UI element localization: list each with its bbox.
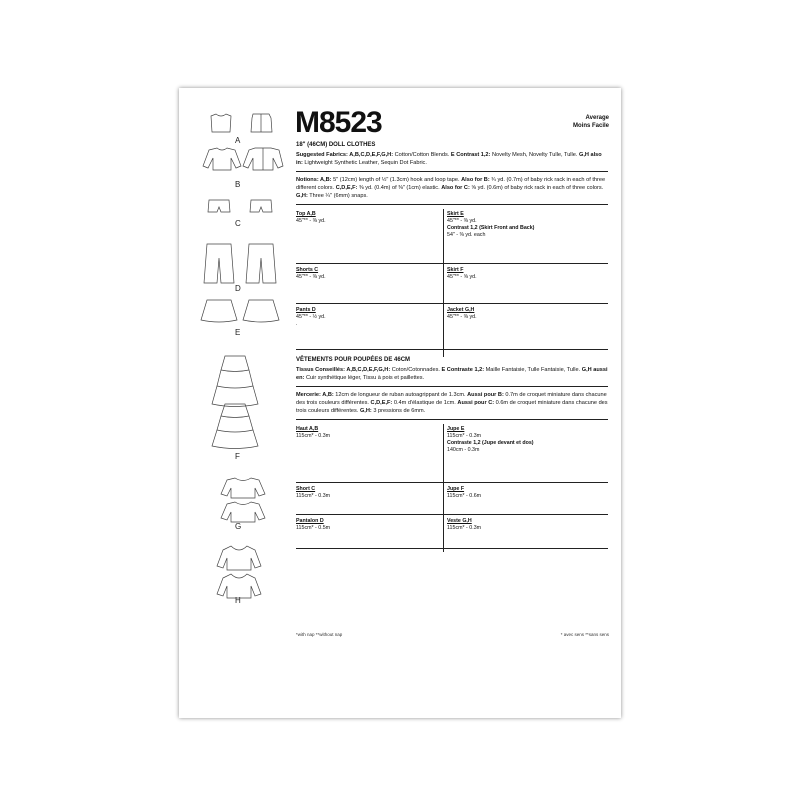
view-letter: G — [235, 522, 242, 531]
view-letter: F — [235, 452, 240, 461]
view-letter: B — [235, 180, 241, 189]
view-letter: E — [235, 328, 241, 337]
view-a-drawing — [211, 114, 272, 132]
yardage-table-fr — [296, 424, 608, 556]
view-c-drawing — [208, 200, 272, 212]
view-f-drawing — [212, 356, 258, 449]
yardage-table-en — [296, 209, 608, 357]
difficulty-fr: Moins Facile — [572, 123, 609, 129]
metrage-short-c: Short C 115cm* - 0.3m — [296, 486, 331, 499]
view-letter: A — [235, 136, 241, 145]
view-b-drawing — [203, 148, 283, 170]
difficulty-en: Average — [585, 115, 609, 121]
view-g-drawing — [221, 478, 265, 522]
pattern-back-sheet — [179, 88, 621, 718]
yardage-shorts-c: Shorts C 45"** - ⅜ yd. — [296, 267, 326, 280]
view-d-drawing — [204, 244, 276, 283]
yardage-top-ab: Top A,B 45"** - ⅜ yd. — [296, 211, 326, 224]
view-h-drawing — [217, 546, 261, 598]
tissus-conseilles: Tissus Conseillés: A,B,C,D,E,F,G,H: Coton/Cotonnades. E Contraste 1,2: Maille Fantaisie, Tulle Fantaisie, Tulle. G,H aussi en: Cuir synthétique léger, Tissu à pois et paillettes. — [296, 367, 608, 381]
divider — [296, 386, 608, 387]
metrage-veste-gh: Veste G,H 115cm* - 0.3m — [447, 518, 482, 531]
pattern-info — [296, 142, 608, 556]
view-e-drawing — [201, 300, 279, 322]
french-title: VÊTEMENTS POUR POUPÉES DE 46CM — [296, 357, 411, 363]
metrage-pantalon-d: Pantalon D 115cm* - 0.5m — [296, 518, 331, 531]
yardage-pants-d: Pants D 45"** - ½ yd. . — [296, 307, 326, 327]
view-illustrations — [179, 88, 294, 718]
view-letter: H — [235, 596, 241, 605]
divider — [296, 204, 608, 205]
metrage-haut-ab: Haut A,B 115cm* - 0.3m — [296, 426, 331, 439]
view-letter: C — [235, 219, 241, 228]
metrage-jupe-f: Jupe F 115cm* - 0.6m — [447, 486, 482, 499]
divider — [296, 419, 608, 420]
suggested-fabrics: Suggested Fabrics: A,B,C,D,E,F,G,H: Cotton/Cotton Blends. E Contrast 1,2: Novelty Mesh, Novelty Tulle, Tulle. G,H also in: Lightweight Synthetic Leather, Sequin Dot Fabric. — [296, 152, 602, 166]
metrage-jupe-e: Jupe E 115cm* - 0.3m Contraste 1,2 (Jupe devant et dos) 140cm - 0.3m — [447, 426, 534, 453]
footnote-en: *with nap **without nap — [296, 632, 343, 637]
divider — [296, 171, 608, 172]
mercerie: Mercerie: A,B: 12cm de longueur de ruban autoagrippant de 1.3cm. Aussi pour B: 0.7m de croquet miniature dans chacune des trois couleurs différentes. C,D,E,F: 0.4m d'élastique de 1cm. Aussi pour C: 0.6m de croquet miniature dans chacune des trois couleurs différentes. G,H: 3 pressions de 6mm. — [296, 392, 608, 414]
pattern-number: M8523 — [295, 106, 382, 139]
yardage-skirt-e: Skirt E 45"** - ⅜ yd. Contrast 1,2 (Skirt Front and Back) 54" - ⅜ yd. each — [447, 211, 535, 238]
english-title: 18" (46CM) DOLL CLOTHES — [296, 142, 376, 148]
yardage-jacket-gh: Jacket G,H 45"** - ⅜ yd. — [447, 307, 477, 320]
difficulty-label — [573, 114, 609, 130]
notions: Notions: A,B: 5" (12cm) length of ½" (1.3cm) hook and loop tape. Also for B: ¾ yd. (0.7m) of baby rick rack in each of three different colors. C,D,E,F: ⅜ yd. (0.4m) of ⅜" (1cm) elastic. Also for C: ⅝ yd. (0.6m) of baby rick rack in each of three colors. G,H: Three ¼" (6mm) snaps. — [296, 177, 606, 199]
footnote-fr: * avec sens **sans sens — [560, 632, 609, 637]
yardage-skirt-f: Skirt F 45"** - ⅝ yd. — [447, 267, 477, 280]
view-letter: D — [235, 284, 241, 293]
